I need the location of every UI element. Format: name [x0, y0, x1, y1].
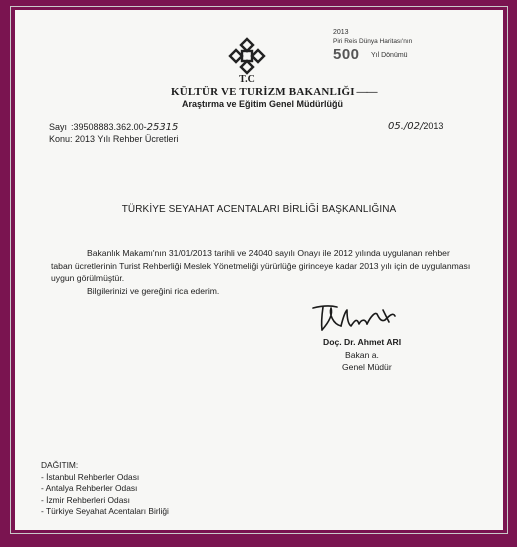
- badge-line: Piri Reis Dünya Haritası'nın: [333, 38, 413, 45]
- letter-body: [51, 247, 471, 297]
- konu-value: : 2013 Yılı Rehber Ücretleri: [70, 134, 179, 144]
- piri-reis-badge: [333, 29, 453, 73]
- distribution-item: - Türkiye Seyahat Acentaları Birliği: [41, 506, 169, 517]
- distribution-list: [41, 460, 169, 518]
- signatory-role-2: Genel Müdür: [342, 362, 392, 372]
- body-paragraph-2: Bilgilerinizi ve gereğini rica ederim.: [87, 285, 220, 296]
- sayi-label: Sayı: [49, 122, 68, 132]
- date-year: 2013: [423, 121, 444, 131]
- signatory-name: Doç. Dr. Ahmet ARI: [323, 337, 402, 347]
- department-title: Araştırma ve Eğitim Genel Müdürlüğü: [182, 99, 344, 109]
- distribution-item: - Antalya Rehberler Odası: [41, 483, 138, 494]
- konu-row: [49, 134, 178, 144]
- badge-number: 500: [333, 46, 360, 63]
- distribution-item: - İstanbul Rehberler Odası: [41, 471, 140, 482]
- handwritten-signature-icon: [307, 300, 407, 336]
- body-paragraph-1: Bakanlık Makamı'nın 31/01/2013 tarihli ve 24040 sayılı Onayı ile 2012 yılında uygulanan rehber taban ücretlerinin Turist Rehberliği Meslek Yönetmeliği yürürlüğe girinceye kadar 2013 yılı için de uygulanması uygun görülmüştür.: [51, 248, 471, 283]
- date-row: [388, 121, 443, 132]
- badge-year: 2013: [333, 29, 349, 36]
- sayi-value: :39508883.362.00-: [71, 122, 147, 132]
- date-handwritten: 05./02/: [388, 121, 424, 132]
- distribution-title: DAĞITIM:: [41, 460, 79, 470]
- ministry-emblem-icon: [227, 36, 267, 76]
- badge-subtitle: Yıl Dönümü: [371, 52, 408, 59]
- document-frame: [10, 6, 508, 534]
- document-page: [15, 10, 503, 530]
- ministry-title: KÜLTÜR VE TURİZM BAKANLIĞI ——: [171, 86, 377, 98]
- tc-label: T.C: [239, 74, 255, 85]
- addressee: TÜRKİYE SEYAHAT ACENTALARI BİRLİĞİ BAŞKANLIĞINA: [121, 204, 397, 215]
- sayi-row: [49, 122, 178, 133]
- konu-label: Konu: [49, 134, 71, 144]
- sayi-handwritten: 25315: [146, 122, 179, 133]
- signatory-role-1: Bakan a.: [345, 350, 379, 360]
- distribution-item: - İzmir Rehberleri Odası: [41, 494, 130, 505]
